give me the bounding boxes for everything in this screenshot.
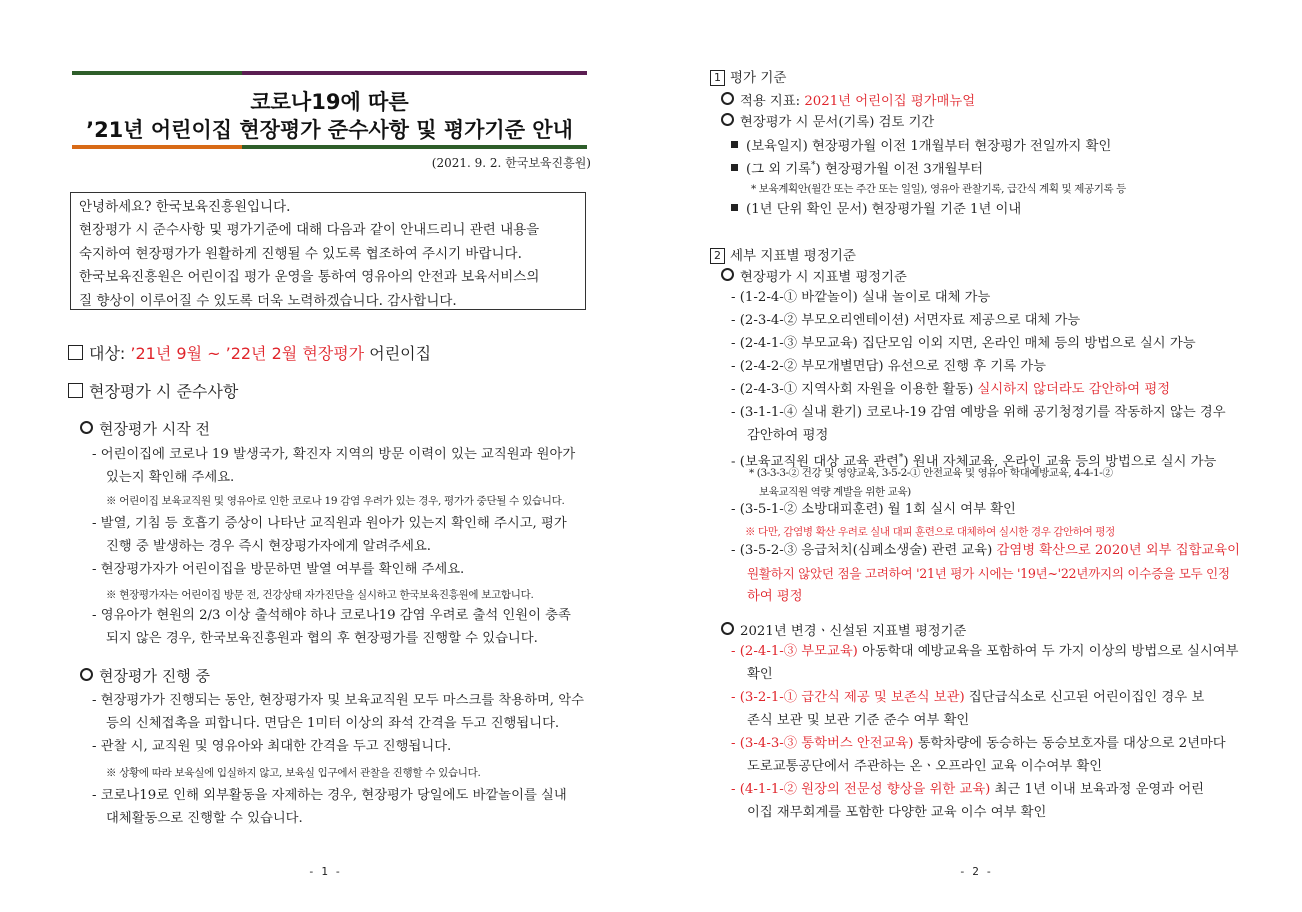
page-number: - 1 - (308, 865, 342, 878)
new-criteria-list (731, 640, 1261, 824)
list-item (731, 378, 1261, 401)
page-number: - 2 - (959, 865, 993, 878)
list-item-cont: 진행 중 발생하는 경우 즉시 현장평가자에게 알려주세요. (106, 539, 432, 554)
footnote-mark: * (811, 160, 816, 171)
during-list (92, 689, 584, 758)
criteria-title (721, 266, 907, 285)
list-item (731, 686, 1261, 709)
item-text: - (3-5-2-③ 응급처치(심폐소생술) 관련 교육) (731, 543, 993, 558)
circle-bullet-icon (721, 92, 734, 105)
criteria-list (731, 286, 1261, 473)
section-number-box: 1 (710, 70, 725, 86)
document-title-line1: 코로나19에 따른 (250, 90, 409, 114)
before-list (92, 512, 567, 581)
list-item (731, 732, 1261, 755)
list-item (731, 640, 1261, 663)
intro-line: 한국보육진흥원은 어린이집 평가 운영을 통하여 영유아의 안전과 보육서비스의 (79, 269, 540, 286)
subsection-before (80, 418, 210, 439)
square-bullet-icon (731, 141, 738, 148)
subsection-during (80, 665, 210, 686)
list-item-cont: 대체활동으로 진행할 수 있습니다. (106, 811, 303, 826)
before-list (92, 443, 575, 489)
criteria-note-red: ※ 다만, 감염병 확산 우려로 실내 대피 훈련으로 대체하여 실시한 경우 감안하여 평정 (745, 526, 1115, 538)
list-item-cont: 도로교통공단에서 주관하는 온ㆍ오프라인 교육 이수여부 확인 (747, 759, 1103, 774)
title-bar-top-purple (242, 71, 587, 75)
item-red-text: - (2-4-1-③ 부모교육) (731, 644, 858, 659)
apply-label: 적용 지표: (740, 94, 801, 109)
title-bar-bottom-orange (72, 145, 242, 149)
section-eval-criteria (710, 66, 786, 86)
doc-item (731, 198, 1021, 217)
title-bar-top-green (72, 71, 242, 75)
section-title: 평가 기준 (730, 70, 787, 86)
list-item-cont: 하여 평정 (747, 589, 803, 604)
list-item: - (2-4-1-③ 부모교육) 집단모임 이외 지면, 온라인 매체 등의 방법으로 실시 가능 (731, 336, 1196, 351)
intro-box (70, 192, 586, 310)
list-item-cont: 등의 신체접촉을 피합니다. 면담은 1미터 이상의 좌석 간격을 두고 진행됩니다. (106, 716, 560, 731)
doc-review-title (721, 111, 934, 130)
circle-bullet-icon (721, 622, 734, 635)
item-text: - (보육교직원 대상 교육 관련 (731, 454, 899, 470)
before-list (92, 604, 571, 650)
checkbox-square-icon (68, 383, 83, 398)
list-item: - (1-2-4-① 바깥놀이) 실내 놀이로 대체 가능 (731, 290, 991, 305)
doc-item-text: (그 외 기록 (746, 162, 812, 177)
criteria-list (731, 539, 1261, 608)
circle-bullet-icon (721, 113, 734, 126)
list-item: - 영유아가 현원의 2/3 이상 출석해야 하나 코로나19 감염 우려로 출석 인원이 충족 (92, 608, 571, 623)
target-label: 대상: (89, 344, 126, 363)
item-red-text: - (4-1-1-② 원장의 전문성 향상을 위한 교육) (731, 782, 991, 797)
note: ※ 상황에 따라 보육실에 입실하지 않고, 보육실 입구에서 관찰을 진행할 수 있습니다. (106, 767, 481, 779)
list-item: - (3-1-1-④ 실내 환기) 코로나-19 감염 예방을 위해 공기청정기를 작동하지 않는 경우 (731, 405, 1226, 420)
checkbox-square-icon (68, 345, 83, 360)
item-red-text: 감염병 확산으로 2020년 외부 집합교육이 (996, 543, 1240, 558)
list-item: - 어린이집에 코로나 19 발생국가, 확진자 지역의 방문 이력이 있는 교직원과 원아가 (92, 447, 576, 462)
intro-line: 현장평가 시 준수사항 및 평가기준에 대해 다음과 같이 안내드리니 관련 내용을 (79, 222, 540, 239)
subsection-during-title: 현장평가 진행 중 (99, 667, 210, 685)
circle-bullet-icon (80, 668, 93, 681)
apply-manual: 2021년 어린이집 평가매뉴얼 (804, 94, 976, 109)
list-item: - 코로나19로 인해 외부활동을 자제하는 경우, 현장평가 당일에도 바깥놀이를 실내 (92, 788, 567, 803)
list-item-cont: 원활하지 않았던 점을 고려하여 '21년 평가 시에는 '19년~'22년까지의 이수증을 모두 인정 (747, 566, 1230, 581)
square-bullet-icon (731, 204, 738, 211)
apply-indicator (721, 90, 975, 109)
list-item (731, 539, 1261, 562)
document-date: (2021. 9. 2. 한국보육진흥원) (431, 156, 591, 170)
circle-bullet-icon (80, 421, 93, 434)
criteria-list (731, 498, 1261, 521)
doc-note: * 보육계획안(월간 또는 주간 또는 일일), 영유아 관찰기록, 급간식 계획 및 제공기록 등 (751, 183, 1126, 195)
section-number-box: 2 (710, 248, 725, 264)
list-item-cont: 확인 (747, 667, 773, 682)
item-text: - (2-4-3-① 지역사회 자원을 이용한 활동) (731, 382, 974, 397)
list-item-cont: 되지 않은 경우, 한국보육진흥원과 협의 후 현장평가를 진행할 수 있습니다. (106, 631, 538, 646)
section-target (68, 341, 431, 364)
intro-line: 안녕하세요? 한국보육진흥원입니다. (79, 199, 291, 215)
item-text: 집단급식소로 신고된 어린이집인 경우 보 (968, 690, 1205, 705)
square-bullet-icon (731, 164, 738, 171)
list-item-cont: 감안하여 평정 (747, 428, 829, 443)
item-text: 통학차량에 동승하는 동승보호자를 대상으로 2년마다 (917, 736, 1226, 751)
list-item-cont: 존식 보관 및 보관 기준 준수 여부 확인 (747, 713, 970, 728)
list-item: - (2-3-4-② 부모오리엔테이션) 서면자료 제공으로 대체 가능 (731, 313, 1081, 328)
section-compliance-title: 현장평가 시 준수사항 (89, 382, 239, 401)
item-text: 아동학대 예방교육을 포함하여 두 가지 이상의 방법으로 실시여부 (862, 644, 1239, 659)
criteria-title-text: 현장평가 시 지표별 평정기준 (740, 270, 907, 285)
list-item-cont: 있는지 확인해 주세요. (106, 470, 235, 485)
item-text: ) 원내 자체교육, 온라인 교육 등의 방법으로 실시 가능 (903, 454, 1217, 470)
target-rest: 어린이집 (369, 344, 432, 363)
criteria-note: 보육교직원 역량 계발을 위한 교육) (759, 486, 911, 498)
list-item: - (3-5-1-② 소방대피훈련) 월 1회 실시 여부 확인 (731, 502, 1016, 517)
new-criteria-title-text: 2021년 변경ㆍ신설된 지표별 평정기준 (740, 624, 967, 639)
doc-item (731, 135, 1111, 154)
doc-item-text: (보육일지) 현장평가월 이전 1개월부터 현장평가 전일까지 확인 (746, 139, 1112, 154)
note: ※ 어린이집 보육교직원 및 영유아로 인한 코로나 19 감염 우려가 있는 경우, 평가가 중단될 수 있습니다. (106, 495, 565, 507)
doc-item-text: ) 현장평가월 이전 3개월부터 (815, 162, 984, 177)
criteria-note: * (3-3-3-② 건강 및 영양교육, 3-5-2-① 안전교육 및 영유아 학대예방교육, 4-4-1-② (749, 467, 1113, 479)
section-compliance (68, 379, 238, 402)
document-title-line2: ’21년 어린이집 현장평가 준수사항 및 평가기준 안내 (86, 118, 573, 142)
list-item (731, 778, 1261, 801)
circle-bullet-icon (721, 268, 734, 281)
note: ※ 현장평가자는 어린이집 방문 전, 건강상태 자가진단을 실시하고 한국보육진흥원에 보고합니다. (106, 589, 534, 601)
doc-item-text: (1년 단위 확인 문서) 현장평가월 기준 1년 이내 (746, 202, 1022, 217)
page-2 (651, 0, 1302, 912)
list-item: - 현장평가가 진행되는 동안, 현장평가자 및 보육교직원 모두 마스크를 착용하며, 악수 (92, 693, 584, 708)
item-red-text: - (3-2-1-① 급간식 제공 및 보존식 보관) (731, 690, 965, 705)
section-title: 세부 지표별 평정기준 (730, 248, 856, 264)
section-detail-criteria (710, 244, 856, 264)
doc-item (731, 158, 983, 177)
footnote-mark: * (898, 453, 904, 463)
list-item-cont: 이집 재무회계를 포함한 다양한 교육 이수 여부 확인 (747, 805, 1047, 820)
new-criteria-title (721, 620, 966, 639)
item-text: 최근 1년 이내 보육과정 운영과 어린 (994, 782, 1205, 797)
intro-line: 질 향상이 이루어질 수 있도록 더욱 노력하겠습니다. 감사합니다. (79, 292, 457, 309)
title-bar-bottom-green (242, 145, 587, 149)
list-item: - 관찰 시, 교직원 및 영유아와 최대한 간격을 두고 진행됩니다. (92, 739, 452, 754)
intro-line: 숙지하여 현장평가가 원활하게 진행될 수 있도록 협조하여 주시기 바랍니다. (79, 245, 522, 262)
during-list (92, 784, 567, 830)
list-item: - 현장평가자가 어린이집을 방문하면 발열 여부를 확인해 주세요. (92, 562, 465, 577)
list-item: - 발열, 기침 등 호흡기 증상이 나타난 교직원과 원아가 있는지 확인해 주시고, 평가 (92, 516, 567, 531)
item-red-text: - (3-4-3-③ 통학버스 안전교육) (731, 736, 914, 751)
doc-review-title-text: 현장평가 시 문서(기록) 검토 기간 (740, 115, 935, 130)
target-period: ’21년 9월 ~ ’22년 2월 현장평가 (130, 344, 365, 363)
item-red-text: 실시하지 않더라도 감안하여 평정 (977, 382, 1171, 397)
subsection-before-title: 현장평가 시작 전 (99, 420, 210, 438)
list-item: - (2-4-2-② 부모개별면담) 유선으로 진행 후 기록 가능 (731, 359, 1046, 374)
